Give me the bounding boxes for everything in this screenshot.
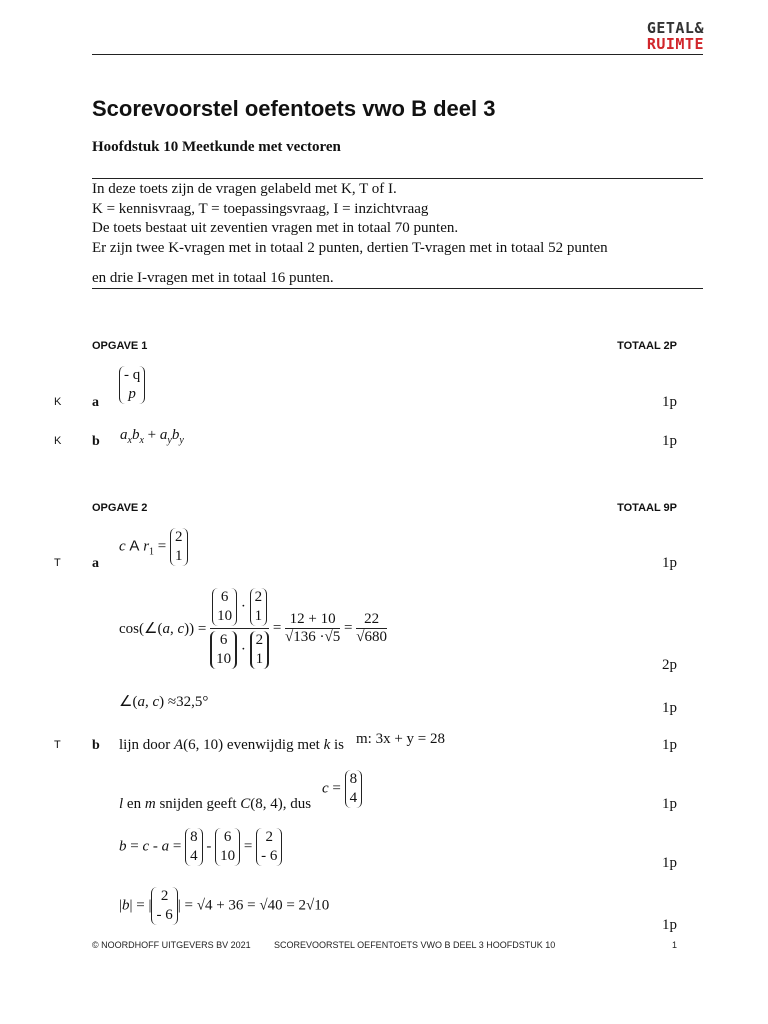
points: 1p xyxy=(662,394,677,410)
intro-block xyxy=(92,180,608,289)
vector-top: - q xyxy=(124,367,141,383)
cosine-formula: cos(∠(a, c)) = 6 10 · 2 1 6 10 · 2 1 = $\frac{12 + 10}{√136 \cdot√5}$ = $\frac{22}{√680}$ xyxy=(119,589,387,667)
intro-bottom-rule xyxy=(92,288,703,289)
dot-product-formula: $a_xb_x + a_yb_y$ xyxy=(120,427,184,446)
footer-copyright: © NOORDHOFF UITGEVERS BV 2021 xyxy=(92,940,251,950)
question-label: b xyxy=(92,738,100,753)
intro-line: Er zijn twee K-vragen met in totaal 2 punten, dertien T-vragen met in totaal 52 punten xyxy=(92,239,608,256)
question-type: K xyxy=(54,396,62,408)
intro-line: en drie I-vragen met in totaal 16 punten. xyxy=(92,270,334,286)
vector-length-formula: |b| = | 2 - 6 | = √4 + 36 = √40 = 2√10 xyxy=(119,888,330,923)
vector-answer xyxy=(119,366,145,404)
direction-vector-formula: c A $r_1$ = 2 1 xyxy=(119,528,188,566)
points: 1p xyxy=(662,737,677,753)
points: 1p xyxy=(662,555,677,571)
c-vector: c = 8 4 xyxy=(322,770,362,808)
question-label: b xyxy=(92,434,100,449)
points: 1p xyxy=(662,855,677,871)
opgave-1-total: TOTAAL 2P xyxy=(617,340,677,352)
question-label: a xyxy=(92,395,99,410)
intro-line: De toets bestaat uit zeventien vragen met in totaal 70 punten. xyxy=(92,220,459,236)
intro-top-rule xyxy=(92,178,703,179)
footer-title: SCOREVOORSTEL OEFENTOETS VWO B DEEL 3 HOOFDSTUK 10 xyxy=(274,940,556,950)
angle-result: ∠(a, c) ≈32,5° xyxy=(119,694,209,710)
chapter-subtitle: Hoofdstuk 10 Meetkunde met vectoren xyxy=(92,139,341,155)
question-type: K xyxy=(54,435,62,447)
opgave-2-total: TOTAAL 9P xyxy=(617,502,677,514)
opgave-1-heading: OPGAVE 1 xyxy=(92,340,148,352)
header-rule xyxy=(92,54,703,55)
column-vector xyxy=(119,366,145,404)
line-description: lijn door A(6, 10) evenwijdig met k is xyxy=(119,737,344,753)
vector-bottom: 1 xyxy=(175,548,183,564)
intersection-text: l en m snijden geeft C(8, 4), dus xyxy=(119,796,312,812)
intro-line: K = kennisvraag, T = toepassingsvraag, I = inzichtvraag xyxy=(92,200,429,217)
vector-top: 2 xyxy=(175,529,183,545)
logo-line-2: RUIMTE xyxy=(646,35,704,53)
b-vector-formula: b = c - a = 8 4 - 6 10 = 2 - 6 xyxy=(119,828,282,866)
page-title: Scorevoorstel oefentoets vwo B deel 3 xyxy=(92,96,496,121)
question-type: T xyxy=(54,557,61,569)
line-equation: m: 3x + y = 28 xyxy=(356,731,446,747)
page-number: 1 xyxy=(671,940,677,950)
opgave-2-heading: OPGAVE 2 xyxy=(92,502,148,514)
points: 1p xyxy=(662,917,677,933)
points: 1p xyxy=(662,433,677,449)
points: 2p xyxy=(662,657,677,673)
question-type: T xyxy=(54,739,61,751)
logo-line-1: GETAL& xyxy=(646,19,704,37)
brand-logo xyxy=(647,20,704,52)
points: 1p xyxy=(662,700,677,716)
vector-bottom: p xyxy=(128,386,136,402)
intro-line: In deze toets zijn de vragen gelabeld met K, T of I. xyxy=(92,181,397,197)
question-label: a xyxy=(92,556,99,571)
column-vector xyxy=(170,528,188,566)
points: 1p xyxy=(662,796,677,812)
